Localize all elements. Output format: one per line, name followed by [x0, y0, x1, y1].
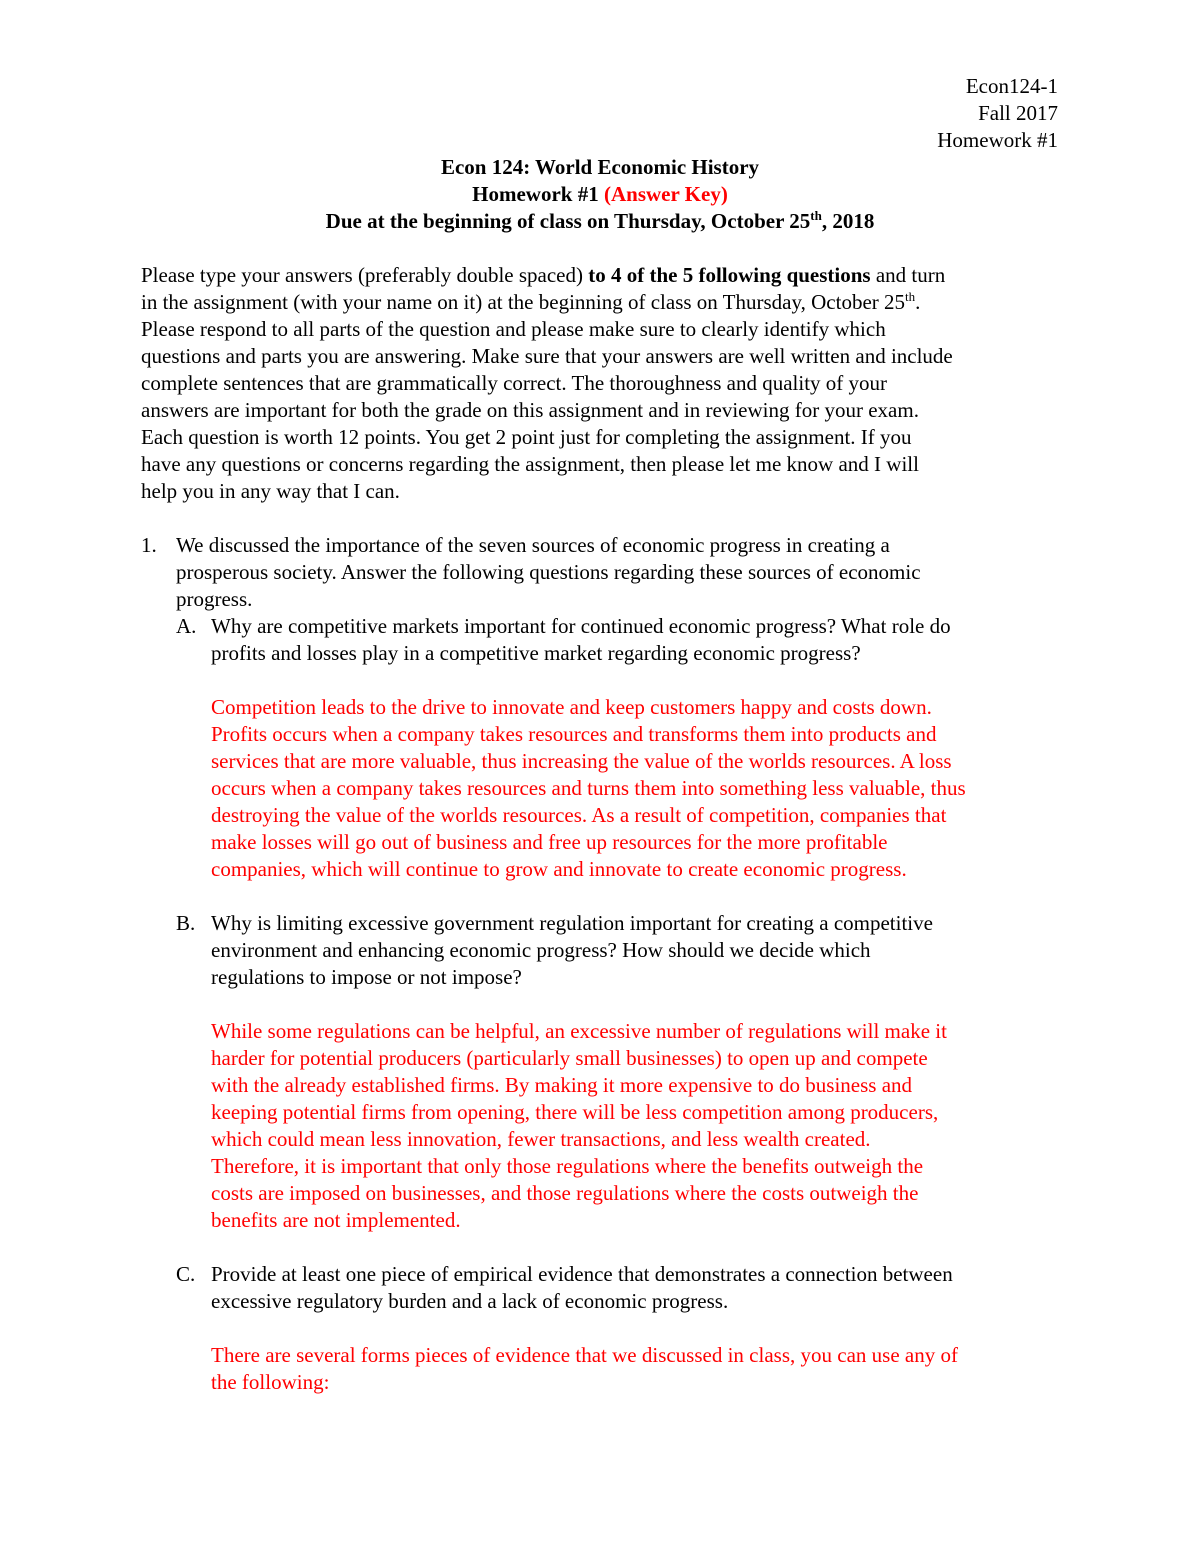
question-1	[141, 532, 1066, 1396]
instructions-paragraph: Please type your answers (preferably double spaced) to 4 of the 5 following questions and turn in the assignment (with your name on it) at the beginning of class on Thursday, October 25th. Please respond to all parts of the question and please make sure to clearly identify which questions and parts you are answering. Make sure that your answers are well written and include complete sentences that are grammatically correct. The thoroughness and quality of your answers are important for both the grade on this assignment and in reviewing for your exam. Each question is worth 12 points. You get 2 point just for completing the assignment. If you have any questions or concerns regarding the assignment, then please let me know and I will help you in any way that I can.	[141, 263, 953, 503]
header-right-block	[937, 73, 1058, 154]
part-question: environment and enhancing economic progress? How should we decide which	[211, 938, 871, 962]
title-block	[0, 154, 1200, 235]
question-text: We discussed the importance of the seven sources of economic progress in creating a	[176, 533, 890, 557]
course-title: Econ 124: World Economic History	[440, 155, 760, 179]
question-list	[141, 532, 1066, 1396]
part-question: profits and losses play in a competitive market regarding economic progress?	[211, 641, 861, 665]
question-text: prosperous society. Answer the following questions regarding these sources of economic	[176, 560, 921, 584]
part-b	[176, 910, 1066, 1234]
term: Fall 2017	[978, 101, 1058, 125]
answer-c: There are several forms pieces of evidence that we discussed in class, you can use any of the following:	[211, 1343, 958, 1394]
homework-title: Homework #1 (Answer Key)	[472, 182, 728, 206]
part-letter: A.	[176, 614, 197, 638]
due-date: Due at the beginning of class on Thursday, October 25th, 2018	[325, 208, 875, 233]
bold-requirement: to 4 of the 5 following questions	[588, 263, 871, 287]
part-question: excessive regulatory burden and a lack of economic progress.	[211, 1289, 729, 1313]
part-a	[176, 613, 1066, 883]
question-number: 1.	[141, 533, 157, 557]
part-question: Why is limiting excessive government regulation important for creating a competitive	[211, 911, 933, 935]
answer-key-label: (Answer Key)	[603, 182, 728, 206]
part-question: regulations to impose or not impose?	[211, 965, 522, 989]
course-code: Econ124-1	[965, 74, 1058, 98]
answer-b: While some regulations can be helpful, an excessive number of regulations will make it harder for potential producers (particularly small businesses) to open up and compete with the already established firms. By making it more expensive to do business and keeping potential firms from opening, there will be less competition among producers, which could mean less innovation, fewer transactions, and less wealth created. Therefore, it is important that only those regulations where the benefits outweigh the costs are imposed on businesses, and those regulations where the costs outweigh the benefits are not implemented.	[211, 1019, 947, 1232]
question-text: progress.	[176, 587, 253, 611]
homework-label: Homework #1	[937, 128, 1058, 152]
part-question: Provide at least one piece of empirical evidence that demonstrates a connection between	[211, 1262, 953, 1286]
part-letter: B.	[176, 911, 196, 935]
part-c	[176, 1261, 1066, 1396]
part-letter: C.	[176, 1262, 196, 1286]
part-question: Why are competitive markets important for continued economic progress? What role do	[211, 614, 951, 638]
answer-a: Competition leads to the drive to innovate and keep customers happy and costs down. Profits occurs when a company takes resources and transforms them into products and services that are more valuable, thus increasing the value of the worlds resources. A loss occurs when a company takes resources and turns them into something less valuable, thus destroying the value of the worlds resources. As a result of competition, companies that make losses will go out of business and free up resources for the more profitable companies, which will continue to grow and innovate to create economic progress.	[211, 695, 966, 881]
